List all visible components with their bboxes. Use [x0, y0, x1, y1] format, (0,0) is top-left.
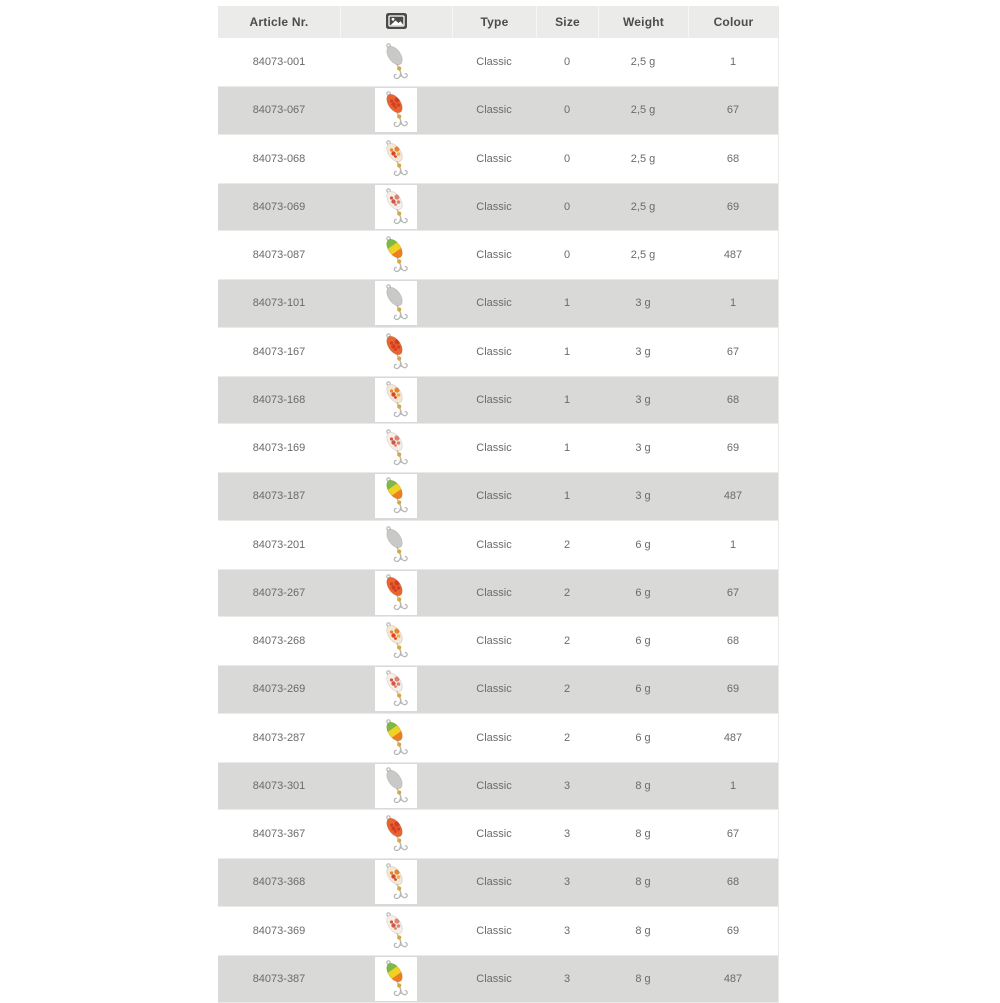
colour-value: 69 — [688, 925, 778, 937]
size-value: 1 — [536, 394, 598, 406]
table-row — [218, 376, 778, 424]
colour-value: 67 — [688, 104, 778, 116]
weight-value: 8 g — [598, 780, 688, 792]
size-value: 1 — [536, 490, 598, 502]
table-row — [218, 279, 778, 327]
type-value: Classic — [452, 635, 536, 647]
weight-value: 3 g — [598, 297, 688, 309]
lure-image — [375, 523, 417, 567]
size-value: 3 — [536, 876, 598, 888]
type-value: Classic — [452, 780, 536, 792]
article-number: 84073-068 — [218, 153, 340, 165]
lure-image — [375, 474, 417, 518]
table-row — [218, 38, 778, 86]
article-number: 84073-269 — [218, 683, 340, 695]
table-row — [218, 86, 778, 134]
product-image-cell — [340, 38, 452, 86]
colour-value: 69 — [688, 442, 778, 454]
colour-value: 67 — [688, 828, 778, 840]
type-value: Classic — [452, 442, 536, 454]
weight-value: 6 g — [598, 732, 688, 744]
weight-value: 2,5 g — [598, 249, 688, 261]
colour-value: 67 — [688, 346, 778, 358]
colour-value: 68 — [688, 635, 778, 647]
lure-image — [375, 667, 417, 711]
size-value: 3 — [536, 780, 598, 792]
weight-value: 6 g — [598, 539, 688, 551]
type-value: Classic — [452, 828, 536, 840]
article-number: 84073-167 — [218, 346, 340, 358]
lure-image — [375, 571, 417, 615]
weight-value: 3 g — [598, 346, 688, 358]
article-number: 84073-369 — [218, 925, 340, 937]
weight-value: 8 g — [598, 828, 688, 840]
product-image-cell — [340, 377, 452, 423]
size-value: 0 — [536, 56, 598, 68]
type-value: Classic — [452, 201, 536, 213]
type-value: Classic — [452, 249, 536, 261]
weight-value: 2,5 g — [598, 153, 688, 165]
lure-image — [375, 378, 417, 422]
product-image-cell — [340, 473, 452, 519]
type-value: Classic — [452, 732, 536, 744]
type-value: Classic — [452, 925, 536, 937]
type-value: Classic — [452, 346, 536, 358]
size-value: 3 — [536, 828, 598, 840]
table-row — [218, 328, 778, 376]
size-value: 1 — [536, 442, 598, 454]
type-value: Classic — [452, 876, 536, 888]
weight-value: 2,5 g — [598, 201, 688, 213]
table-row — [218, 955, 778, 1003]
product-image-cell — [340, 424, 452, 472]
product-image-cell — [340, 87, 452, 133]
article-number: 84073-201 — [218, 539, 340, 551]
lure-image — [375, 137, 417, 181]
table-row — [218, 907, 778, 955]
article-number: 84073-067 — [218, 104, 340, 116]
product-image-cell — [340, 570, 452, 616]
column-header-size: Size — [536, 6, 598, 38]
weight-value: 3 g — [598, 394, 688, 406]
size-value: 0 — [536, 201, 598, 213]
colour-value: 69 — [688, 683, 778, 695]
article-number: 84073-001 — [218, 56, 340, 68]
size-value: 3 — [536, 973, 598, 985]
type-value: Classic — [452, 587, 536, 599]
table-body — [218, 38, 778, 1003]
weight-value: 2,5 g — [598, 104, 688, 116]
colour-value: 67 — [688, 587, 778, 599]
weight-value: 3 g — [598, 442, 688, 454]
colour-value: 487 — [688, 973, 778, 985]
size-value: 2 — [536, 683, 598, 695]
product-table — [218, 6, 779, 1003]
product-image-cell — [340, 231, 452, 279]
size-value: 2 — [536, 635, 598, 647]
weight-value: 6 g — [598, 635, 688, 647]
lure-image — [375, 812, 417, 856]
table-row — [218, 231, 778, 279]
type-value: Classic — [452, 394, 536, 406]
lure-image — [375, 860, 417, 904]
colour-value: 487 — [688, 732, 778, 744]
weight-value: 6 g — [598, 587, 688, 599]
size-value: 2 — [536, 539, 598, 551]
table-row — [218, 617, 778, 665]
product-image-cell — [340, 617, 452, 665]
lure-image — [375, 957, 417, 1001]
lure-image — [375, 330, 417, 374]
type-value: Classic — [452, 539, 536, 551]
article-number: 84073-301 — [218, 780, 340, 792]
lure-image — [375, 233, 417, 277]
article-number: 84073-387 — [218, 973, 340, 985]
type-value: Classic — [452, 683, 536, 695]
colour-value: 68 — [688, 394, 778, 406]
size-value: 1 — [536, 346, 598, 358]
colour-value: 68 — [688, 153, 778, 165]
lure-image — [375, 40, 417, 84]
table-row — [218, 424, 778, 472]
article-number: 84073-287 — [218, 732, 340, 744]
article-number: 84073-367 — [218, 828, 340, 840]
lure-image — [375, 185, 417, 229]
product-image-cell — [340, 521, 452, 569]
weight-value: 3 g — [598, 490, 688, 502]
article-number: 84073-101 — [218, 297, 340, 309]
product-image-cell — [340, 280, 452, 326]
size-value: 0 — [536, 104, 598, 116]
column-header-type: Type — [452, 6, 536, 38]
table-header-row — [218, 6, 778, 38]
table-row — [218, 665, 778, 713]
colour-value: 487 — [688, 490, 778, 502]
product-image-cell — [340, 907, 452, 955]
type-value: Classic — [452, 153, 536, 165]
table-row — [218, 810, 778, 858]
colour-value: 1 — [688, 539, 778, 551]
type-value: Classic — [452, 973, 536, 985]
size-value: 0 — [536, 153, 598, 165]
column-header-weight: Weight — [598, 6, 688, 38]
weight-value: 2,5 g — [598, 56, 688, 68]
lure-image — [375, 88, 417, 132]
weight-value: 6 g — [598, 683, 688, 695]
size-value: 2 — [536, 587, 598, 599]
column-header-colour: Colour — [688, 6, 778, 38]
table-row — [218, 135, 778, 183]
table-row — [218, 183, 778, 231]
table-row — [218, 472, 778, 520]
colour-value: 1 — [688, 780, 778, 792]
colour-value: 69 — [688, 201, 778, 213]
colour-value: 1 — [688, 56, 778, 68]
table-row — [218, 569, 778, 617]
article-number: 84073-168 — [218, 394, 340, 406]
size-value: 1 — [536, 297, 598, 309]
product-image-cell — [340, 956, 452, 1002]
lure-image — [375, 764, 417, 808]
article-number: 84073-368 — [218, 876, 340, 888]
type-value: Classic — [452, 56, 536, 68]
size-value: 0 — [536, 249, 598, 261]
article-number: 84073-268 — [218, 635, 340, 647]
lure-image — [375, 909, 417, 953]
weight-value: 8 g — [598, 925, 688, 937]
lure-image — [375, 426, 417, 470]
product-image-cell — [340, 328, 452, 376]
size-value: 3 — [536, 925, 598, 937]
article-number: 84073-087 — [218, 249, 340, 261]
product-image-cell — [340, 763, 452, 809]
table-row — [218, 858, 778, 906]
article-number: 84073-069 — [218, 201, 340, 213]
image-icon — [386, 13, 407, 32]
table-row — [218, 762, 778, 810]
size-value: 2 — [536, 732, 598, 744]
weight-value: 8 g — [598, 973, 688, 985]
product-image-cell — [340, 135, 452, 183]
column-header-image — [340, 6, 452, 38]
weight-value: 8 g — [598, 876, 688, 888]
table-row — [218, 521, 778, 569]
article-number: 84073-169 — [218, 442, 340, 454]
type-value: Classic — [452, 104, 536, 116]
table-row — [218, 714, 778, 762]
article-number: 84073-187 — [218, 490, 340, 502]
lure-image — [375, 281, 417, 325]
type-value: Classic — [452, 490, 536, 502]
product-image-cell — [340, 859, 452, 905]
colour-value: 1 — [688, 297, 778, 309]
lure-image — [375, 716, 417, 760]
product-image-cell — [340, 714, 452, 762]
article-number: 84073-267 — [218, 587, 340, 599]
product-image-cell — [340, 810, 452, 858]
column-header-article: Article Nr. — [218, 6, 340, 38]
lure-image — [375, 619, 417, 663]
product-image-cell — [340, 666, 452, 712]
colour-value: 68 — [688, 876, 778, 888]
type-value: Classic — [452, 297, 536, 309]
product-image-cell — [340, 184, 452, 230]
colour-value: 487 — [688, 249, 778, 261]
